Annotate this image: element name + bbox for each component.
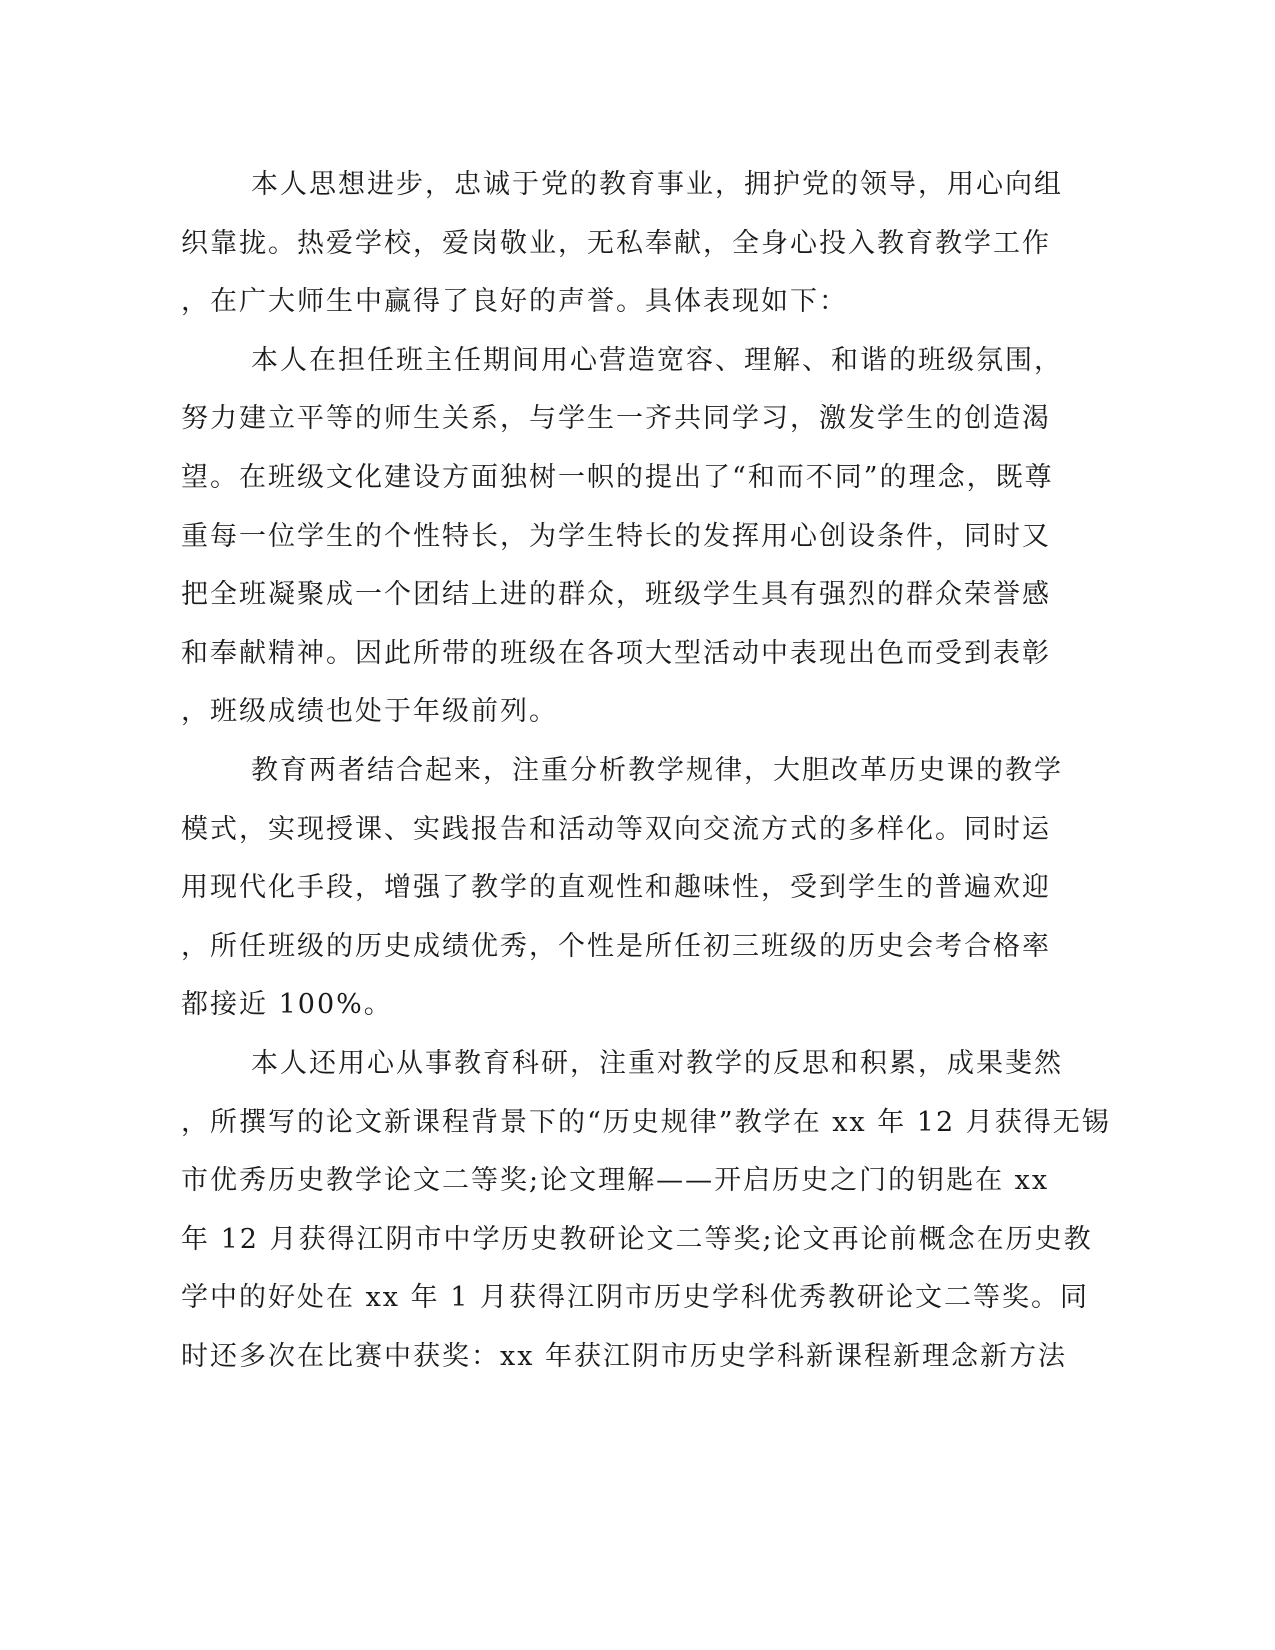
text-line: 教育两者结合起来，注重分析教学规律，大胆改革历史课的教学 xyxy=(251,754,1063,786)
text-line: 望。在班级文化建设方面独树一帜的提出了“和而不同”的理念，既尊 xyxy=(181,461,1054,493)
text-line: 都接近 100%。 xyxy=(181,989,393,1021)
paragraph-2 xyxy=(181,332,1063,742)
text-line: 学中的好处在 xx 年 1 月获得江阴市历史学科优秀教研论文二等奖。同 xyxy=(181,1282,1089,1314)
text-line: ，在广大师生中赢得了良好的声誉。具体表现如下： xyxy=(181,286,848,318)
text-line: 重每一位学生的个性特长，为学生特长的发挥用心创设条件，同时又 xyxy=(181,520,1051,552)
text-line: ，所撰写的论文新课程背景下的“历史规律”教学在 xx 年 12 月获得无锡 xyxy=(181,1106,1111,1138)
text-line: 和奉献精神。因此所带的班级在各项大型活动中表现出色而受到表彰 xyxy=(181,637,1051,669)
text-line: 时还多次在比赛中获奖：xx 年获江阴市历史学科新课程新理念新方法 xyxy=(181,1340,1068,1372)
text-line: ，班级成绩也处于年级前列。 xyxy=(181,696,558,728)
text-line: 年 12 月获得江阴市中学历史教研论文二等奖;论文再论前概念在历史教 xyxy=(181,1223,1093,1255)
text-line: 织靠拢。热爱学校，爱岗敬业，无私奉献，全身心投入教育教学工作 xyxy=(181,227,1051,259)
text-line: 本人还用心从事教育科研，注重对教学的反思和积累，成果斐然 xyxy=(251,1047,1063,1079)
text-line: 市优秀历史教学论文二等奖;论文理解——开启历史之门的钥匙在 xx xyxy=(181,1165,1050,1197)
text-line: 本人思想进步，忠诚于党的教育事业，拥护党的领导，用心向组 xyxy=(251,169,1063,200)
paragraph-1 xyxy=(181,156,1063,332)
text-line: ，所任班级的历史成绩优秀，个性是所任初三班级的历史会考合格率 xyxy=(181,930,1051,962)
text-line: 把全班凝聚成一个团结上进的群众，班级学生具有强烈的群众荣誉感 xyxy=(181,579,1051,611)
text-line: 用现代化手段，增强了教学的直观性和趣味性，受到学生的普遍欢迎 xyxy=(181,872,1051,904)
text-line: 本人在担任班主任期间用心营造宽容、理解、和谐的班级氛围， xyxy=(251,344,1063,376)
body-text xyxy=(181,156,1111,1386)
paragraph-4 xyxy=(181,1035,1111,1387)
text-line: 模式，实现授课、实践报告和活动等双向交流方式的多样化。同时运 xyxy=(181,813,1051,845)
text-line: 努力建立平等的师生关系，与学生一齐共同学习，激发学生的创造渴 xyxy=(181,403,1051,435)
paragraph-3 xyxy=(181,742,1063,1035)
